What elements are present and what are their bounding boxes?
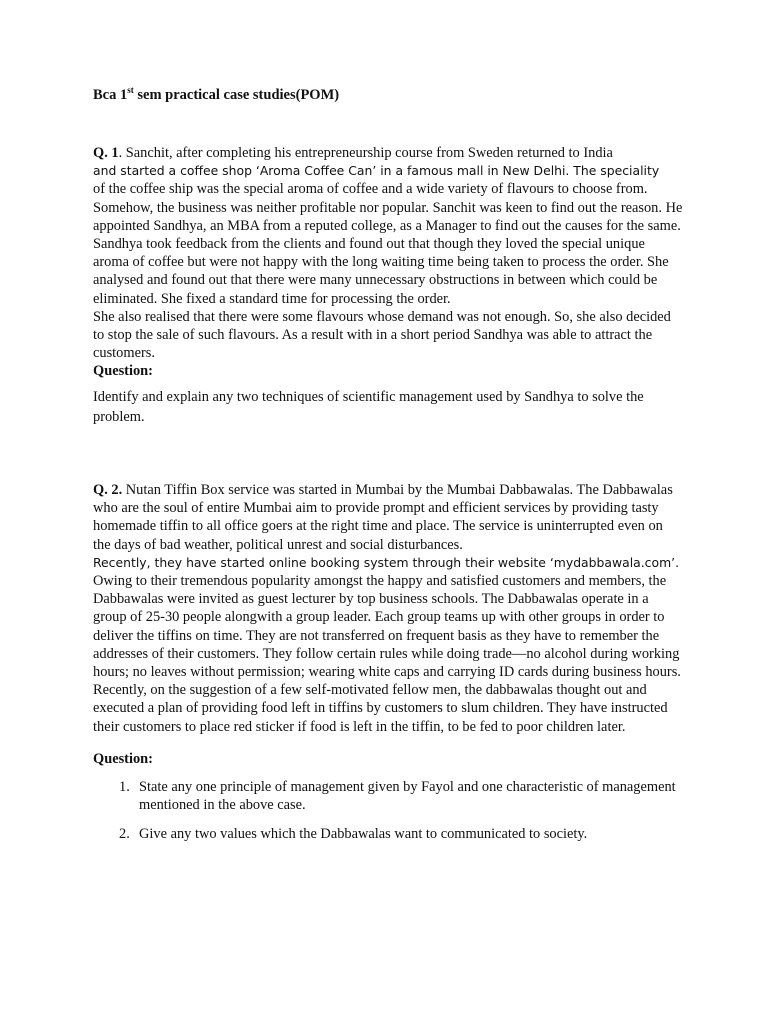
q2-sans-line: Recently, they have started online booking system through their website ‘mydabbawala.com’. [93, 554, 680, 570]
q1-paragraph-3: She also realised that there were some flavours whose demand was not enough. So, she also decided to stop the sale of such flavours. As a result with in a short period Sandhya was able to attract the customers. [93, 308, 671, 362]
q1-paragraph-1: Q. 1. Sanchit, after completing his entrepreneurship course from Sweden returned to India and started a coffee shop ‘Aroma Coffee Can’ in a famous mall in New Delhi. The speciality of the coffee ship was the special aroma of coffee and a wide variety of flavours to choose from. Somehow, the business was neither profitable nor popular. Sanchit was keen to find out the reason. He appointed Sandhya, an MBA from a reputed college, as a Manager to find out the causes for the same. [93, 145, 683, 234]
case-study-1 [93, 144, 683, 427]
document-title: Bca 1st sem practical case studies(POM) [93, 85, 340, 103]
q2-paragraph-1: Q. 2. Nutan Tiffin Box service was started in Mumbai by the Mumbai Dabbawalas. The Dabbawalas who are the soul of entire Mumbai aim to provide prompt and efficient services by providing tasty homemade tiffin to all office goers at the right time and place. The service is uninterrupted even on the days of bad weather, political unrest and social disturbances. Recently, they have started online booking system through their website ‘mydabbawala.com’. Owing to their tremendous popularity amongst the happy and satisfied customers and members, the Dabbawalas were invited as guest lecturer by top business schools. The Dabbawalas operate in a group of 25-30 people alongwith a group leader. Each group teams up with other groups in order to deliver the tiffins on time. They are not transferred on frequent basis as they have to remember the addresses of their customers. They follow certain rules while doing trade—no alcohol during working hours; no leaves without permission; wearing white caps and carrying ID cards during business hours. [93, 482, 681, 681]
case-study-2 [93, 481, 683, 843]
q1-paragraph-2: Sandhya took feedback from the clients and found out that though they loved the special unique aroma of coffee but were not happy with the long waiting time being taken to process the order. She analysed and found out that there were many unnecessary obstructions in between which could be eliminated. She fixed a standard time for processing the order. [93, 236, 669, 307]
q1-question-text: Identify and explain any two techniques of scientific management used by Sandhya to solve the problem. [93, 389, 644, 426]
title-superscript: st [127, 85, 134, 96]
list-item: 1. State any one principle of management given by Fayol and one characteristic of management mentioned in the above case. [119, 778, 676, 814]
q2-question-label: Question: [93, 750, 153, 767]
q1-question-label: Question: [93, 363, 153, 380]
q2-question-list [93, 778, 683, 843]
q1-number: Q. 1 [93, 145, 119, 161]
q2-paragraph-2: Recently, on the suggestion of a few self-motivated fellow men, the dabbawalas thought out and executed a plan of providing food left in tiffins by customers to slum children. They have instructed their customers to place red sticker if food is left in the tiffin, to be fed to poor children later. [93, 682, 668, 735]
list-item: 2. Give any two values which the Dabbawalas want to communicated to society. [119, 825, 588, 842]
q1-sans-line: and started a coffee shop ‘Aroma Coffee Can’ in a famous mall in New Delhi. The speciality [93, 163, 660, 179]
q2-number: Q. 2. [93, 482, 123, 498]
